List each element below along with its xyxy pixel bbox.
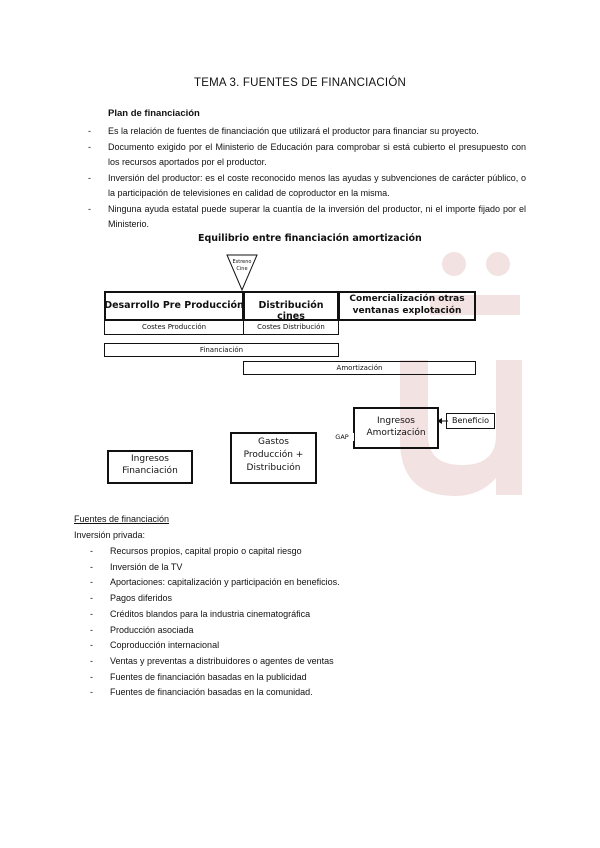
plan-heading: Plan de financiación [108, 108, 200, 119]
list-item: - Pagos diferidos [90, 593, 173, 604]
gap-label: GAP [330, 433, 354, 441]
costes-distribucion-label: Costes Distribución [257, 323, 325, 331]
list-item: - Recursos propios, capital propio o capital riesgo [90, 546, 302, 556]
beneficio-label: Beneficio [452, 416, 489, 425]
list-item: - Es la relación de fuentes de financiación que utilizará el productor para financiar su proyecto. [88, 126, 479, 136]
financiacion-label: Financiación [199, 346, 244, 354]
ingresos-amortizacion-label: Ingresos Amortización [366, 416, 426, 438]
inversion-privada-heading: Inversión privada: [74, 530, 146, 540]
costes-produccion-label: Costes Producción [141, 323, 207, 331]
list-item: - Coproducción internacional [90, 640, 220, 651]
watermark-logo [400, 250, 530, 500]
list-item: - Producción asociada [90, 624, 194, 635]
list-item: - Fuentes de financiación basadas en la comunidad. [90, 687, 313, 698]
list-item: - Ventas y preventas a distribuidores o agentes de ventas [90, 655, 334, 666]
list-item: - Ninguna ayuda estatal puede superar la cuantía de la inversión del productor, ni el importe fijado por el Ministerio. [88, 203, 526, 229]
amortizacion-label: Amortización [336, 364, 383, 372]
ingresos-financiacion-label: Ingresos Financiación [122, 454, 178, 476]
list-item: - Documento exigido por el Ministerio de Educación para comprobar si está cubierto el presupuesto con los recursos aportados por el productor. [88, 141, 526, 167]
distribucion-label: Distribución cines [258, 300, 324, 322]
list-item: - Créditos blandos para la industria cinematográfica [90, 608, 311, 619]
comercializacion-label: Comercialización otras ventanas explotación [349, 294, 465, 316]
list-item: - Fuentes de financiación basadas en la publicidad [90, 671, 307, 682]
list-item: - Inversión del productor: es el coste reconocido menos las ayudas y subvenciones de carácter público, o la participación de televisiones en calidad de coproductor en la misma. [88, 172, 526, 198]
estreno-label: Estreno Cine [232, 259, 252, 272]
plan-bullet-list [88, 124, 526, 233]
connector-arrow [437, 416, 449, 426]
fuentes-heading: Fuentes de financiación [74, 514, 170, 524]
fuentes-bullet-list [90, 544, 340, 701]
list-item: - Inversión de la TV [90, 561, 183, 572]
page-title: TEMA 3. FUENTES DE FINANCIACIÓN [194, 77, 406, 89]
desarrollo-label: Desarrollo Pre Producción [104, 300, 244, 311]
list-item: - Aportaciones: capitalización y participación en beneficios. [90, 577, 340, 588]
gastos-label: Gastos Producción + Distribución [243, 437, 304, 473]
diagram-title: Equilibrio entre financiación amortización [198, 233, 422, 244]
